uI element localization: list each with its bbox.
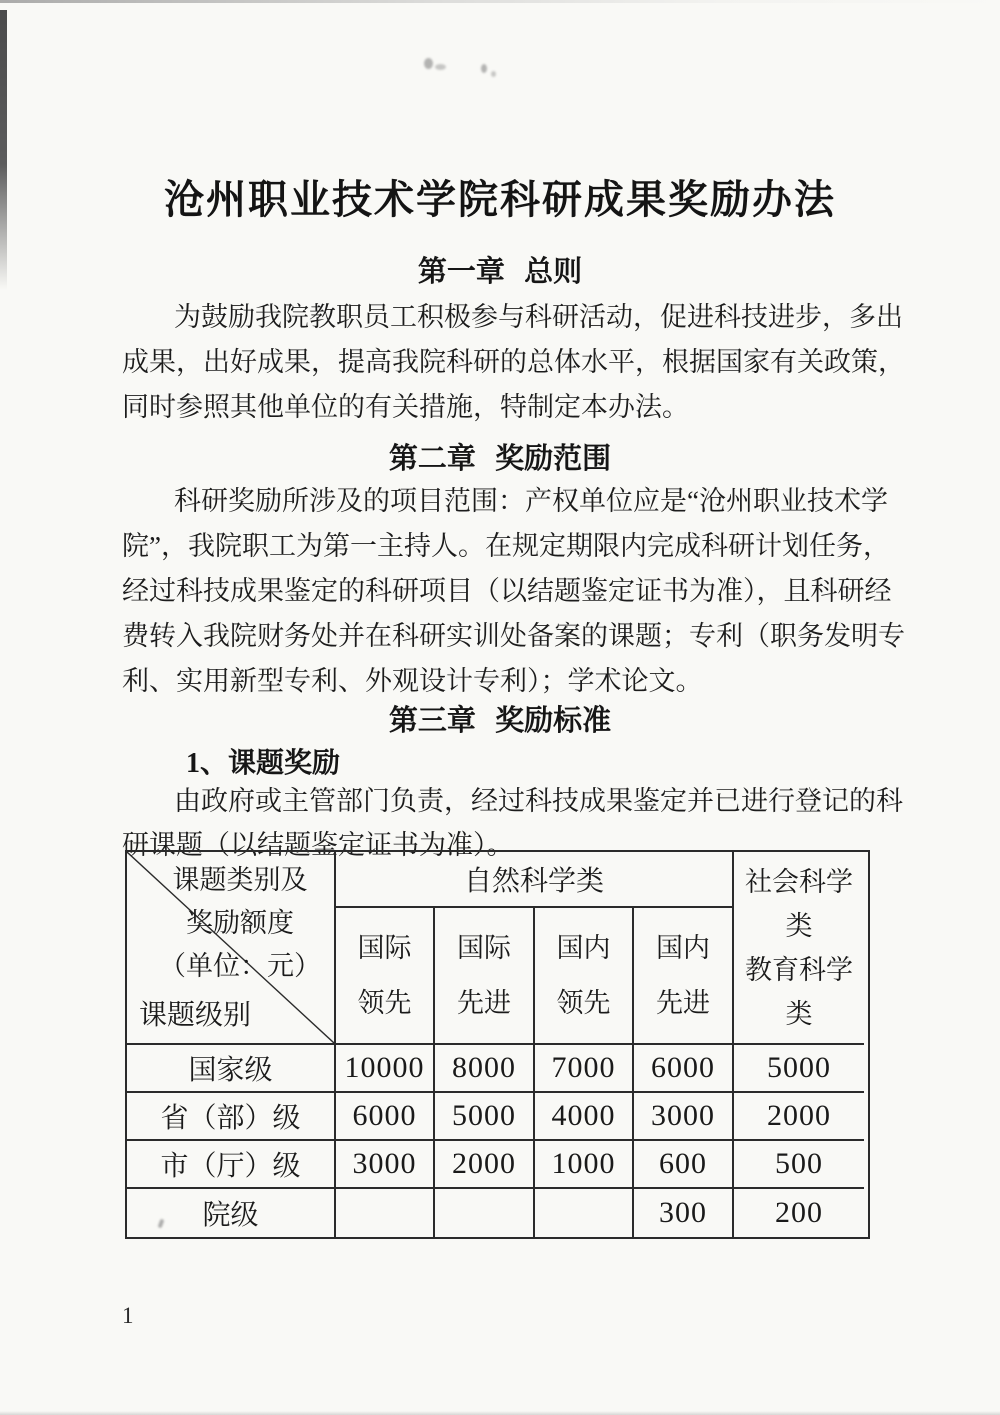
table-cell: 6000 [336,1093,435,1141]
body-line: 研课题（以结题鉴定证书为准）。 [122,830,514,860]
table-cell: 200 [775,1196,823,1229]
table-cell: 10000 [336,1045,435,1093]
chapter1-heading: 第一章 总则 [417,256,583,288]
header-label: 国际领先 [357,932,412,1018]
row-label: 市（厅）级 [127,1141,336,1189]
row-label: 省（部）级 [127,1093,336,1141]
header-label: 国际先进 [457,932,511,1018]
section-subheading: 1、课题奖励 [186,748,341,779]
scan-left-edge-shadow [0,10,7,290]
header-natural-science: 自然科学类 [336,852,734,908]
header-social-science-line: 教育科学类 [745,954,853,1029]
header-label: 国内领先 [556,932,611,1018]
header-intl-leading [336,908,435,1045]
header-social-science-line: 社会科学类 [745,866,853,941]
body-line: 为鼓励我院教职员工积极参与科研活动，促进科技进步，多出 [174,302,903,332]
header-domestic-advanced [634,908,734,1045]
header-label: 国内先进 [656,932,710,1018]
corner-label-line: 课题类别及 [172,865,308,895]
chapter2-paragraph [122,479,905,704]
table-cell: 5000 [435,1093,535,1141]
table-cell: 7000 [535,1045,634,1093]
body-line: 由政府或主管部门负责，经过科技成果鉴定并已进行登记的科 [174,786,903,816]
scan-bottom-edge-shadow [0,1411,1000,1415]
table-cell: 2000 [435,1141,535,1189]
table-cell: 1000 [535,1141,634,1189]
chapter2-heading: 第二章 奖励范围 [388,443,612,475]
row-label: 院级 [127,1189,336,1237]
table-cell: 3000 [634,1093,734,1141]
scan-smudge [491,71,496,77]
scan-smudge [424,58,433,69]
table-cell: 6000 [634,1045,734,1093]
table-cell: 600 [634,1141,734,1189]
table-cell: 5000 [734,1045,864,1093]
scan-top-edge-shadow [0,0,1000,3]
corner-label-line: （单位：元） [159,951,321,981]
body-line: 利、实用新型专利、外观设计专利）；学术论文。 [122,666,703,696]
body-line: 院”，我院职工为第一主持人。在规定期限内完成科研计划任务， [122,531,890,561]
document-title: 沧州职业技术学院科研成果奖励办法 [164,177,836,222]
body-line: 经过科技成果鉴定的科研项目（以结题鉴定证书为准），且科研经 [122,576,892,606]
table-cell: 500 [734,1141,864,1189]
table-cell [535,1189,634,1237]
body-line: 同时参照其他单位的有关措施，特制定本办法。 [122,392,689,422]
chapter3-heading: 第三章 奖励标准 [388,705,612,737]
table-cell: 3000 [336,1141,435,1189]
body-line: 费转入我院财务处并在科研实训处备案的课题；专利（职务发明专 [122,621,905,651]
scan-smudge [435,64,446,70]
row-label: 国家级 [127,1045,336,1093]
header-social-science [734,852,864,1045]
page-number: 1 [122,1303,134,1328]
header-domestic-leading [535,908,634,1045]
table-cell: 8000 [435,1045,535,1093]
corner-label-line: 奖励额度 [186,908,294,938]
table-cell: 4000 [535,1093,634,1141]
header-intl-advanced [435,908,535,1045]
reward-standards-table [125,850,870,1239]
corner-label-category [149,859,331,988]
table-cell: 300 [634,1189,734,1237]
scan-smudge [481,64,487,73]
body-line: 成果，出好成果，提高我院科研的总体水平，根据国家有关政策， [122,347,905,377]
table-cell [336,1189,435,1237]
corner-label-level: 课题级别 [139,1000,252,1031]
table-cell [435,1189,535,1237]
chapter1-paragraph [122,295,905,430]
table-corner-cell [127,852,336,1045]
body-line: 科研奖励所涉及的项目范围：产权单位应是“沧州职业技术学 [174,486,888,516]
table-cell: 2000 [734,1093,864,1141]
